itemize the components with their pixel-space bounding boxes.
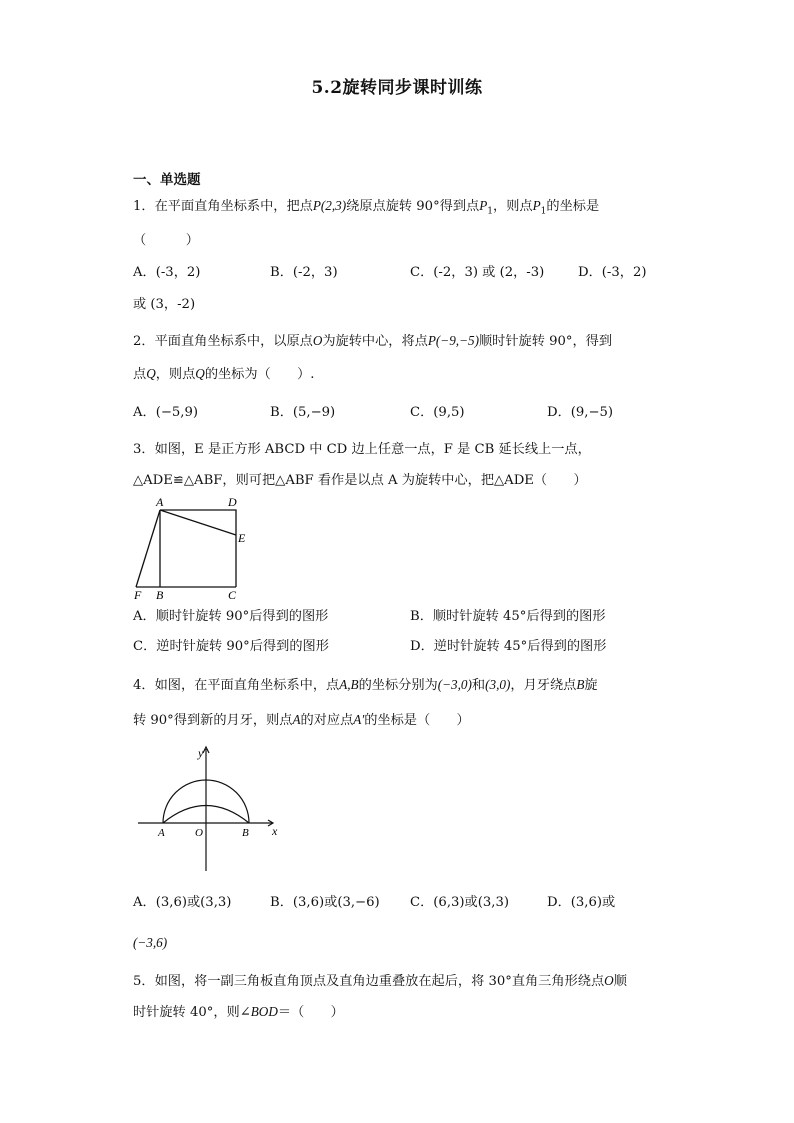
label-x: x (272, 824, 278, 838)
q2-option-d[interactable]: D．(9,−5) (547, 405, 614, 420)
label-f: F (134, 588, 142, 602)
q2-option-b[interactable]: B．(5,−9) (270, 405, 336, 420)
question-3-stem-cont: △ADE≌△ABF，则可把△ABF 看作是以点 A 为旋转中心，把△ADE（ ） (133, 473, 587, 488)
label-o: O (195, 827, 203, 839)
label-e: E (238, 531, 246, 545)
question-1-paren: （ ） (133, 233, 199, 248)
question-1-stem: 1．在平面直角坐标系中，把点P(2,3)绕原点旋转 90°得到点$P_1$，则点$P_1$的坐标是 (133, 198, 600, 217)
q4-option-a[interactable]: A．(3,6)或(3,3) (133, 895, 232, 910)
label-a: A (156, 495, 164, 509)
q1-option-c[interactable]: C．(-2，3) 或 (2，-3) (410, 265, 545, 280)
question-2-stem: 2．平面直角坐标系中，以原点O为旋转中心，将点P(−9,−5)顺时针旋转 90°，得到 (133, 333, 613, 349)
q4-option-b[interactable]: B．(3,6)或(3,−6) (270, 895, 380, 910)
q1-option-d-cont: 或 (3，-2) (133, 297, 196, 312)
q1-option-b[interactable]: B．(-2，3) (270, 265, 338, 280)
q3-option-a[interactable]: A．顺时针旋转 90°后得到的图形 (133, 609, 329, 624)
q1-option-a[interactable]: A．(-3，2) (133, 265, 201, 280)
label-b: B (242, 827, 249, 839)
q4-option-d[interactable]: D．(3,6)或 (547, 895, 616, 910)
question-4-stem-cont: 转 90°得到新的月牙，则点A的对应点A′的坐标是（ ） (133, 712, 470, 728)
label-d: D (228, 495, 237, 509)
q3-option-c[interactable]: C．逆时针旋转 90°后得到的图形 (133, 639, 329, 654)
crescent-figure (134, 743, 294, 875)
square-top-right-edges (160, 510, 236, 587)
edge-af (136, 510, 160, 587)
label-a: A (158, 827, 165, 839)
q2-option-a[interactable]: A．(−5,9) (133, 405, 199, 420)
q4-option-d-cont: (−3,6) (133, 935, 168, 950)
q1-option-d[interactable]: D．(-3，2) (578, 265, 647, 280)
label-b: B (156, 588, 164, 602)
square-figure (130, 493, 260, 603)
page-title: 5.2旋转同步课时训练 (311, 78, 483, 98)
q4-option-c[interactable]: C．(6,3)或(3,3) (410, 895, 509, 910)
section-heading: 一、单选题 (133, 172, 201, 188)
question-5-stem-cont: 时针旋转 40°，则∠BOD＝（ ） (133, 1004, 344, 1020)
q3-option-d[interactable]: D．逆时针旋转 45°后得到的图形 (410, 639, 607, 654)
question-3-stem: 3．如图，E 是正方形 ABCD 中 CD 边上任意一点，F 是 CB 延长线上一点， (133, 442, 591, 457)
q2-option-c[interactable]: C．(9,5) (410, 405, 465, 420)
q3-option-b[interactable]: B．顺时针旋转 45°后得到的图形 (410, 609, 606, 624)
label-y: y (198, 746, 204, 760)
label-c: C (228, 588, 237, 602)
edge-ae (160, 510, 236, 535)
question-4-stem: 4．如图，在平面直角坐标系中，点A,B的坐标分别为(−3,0)和(3,0)，月牙绕点B旋 (133, 677, 598, 693)
question-5-stem: 5．如图，将一副三角板直角顶点及直角边重叠放在起后，将 30°直角三角形绕点O顺 (133, 973, 627, 989)
question-2-stem-cont: 点Q，则点Q的坐标为（ ）. (133, 366, 315, 382)
